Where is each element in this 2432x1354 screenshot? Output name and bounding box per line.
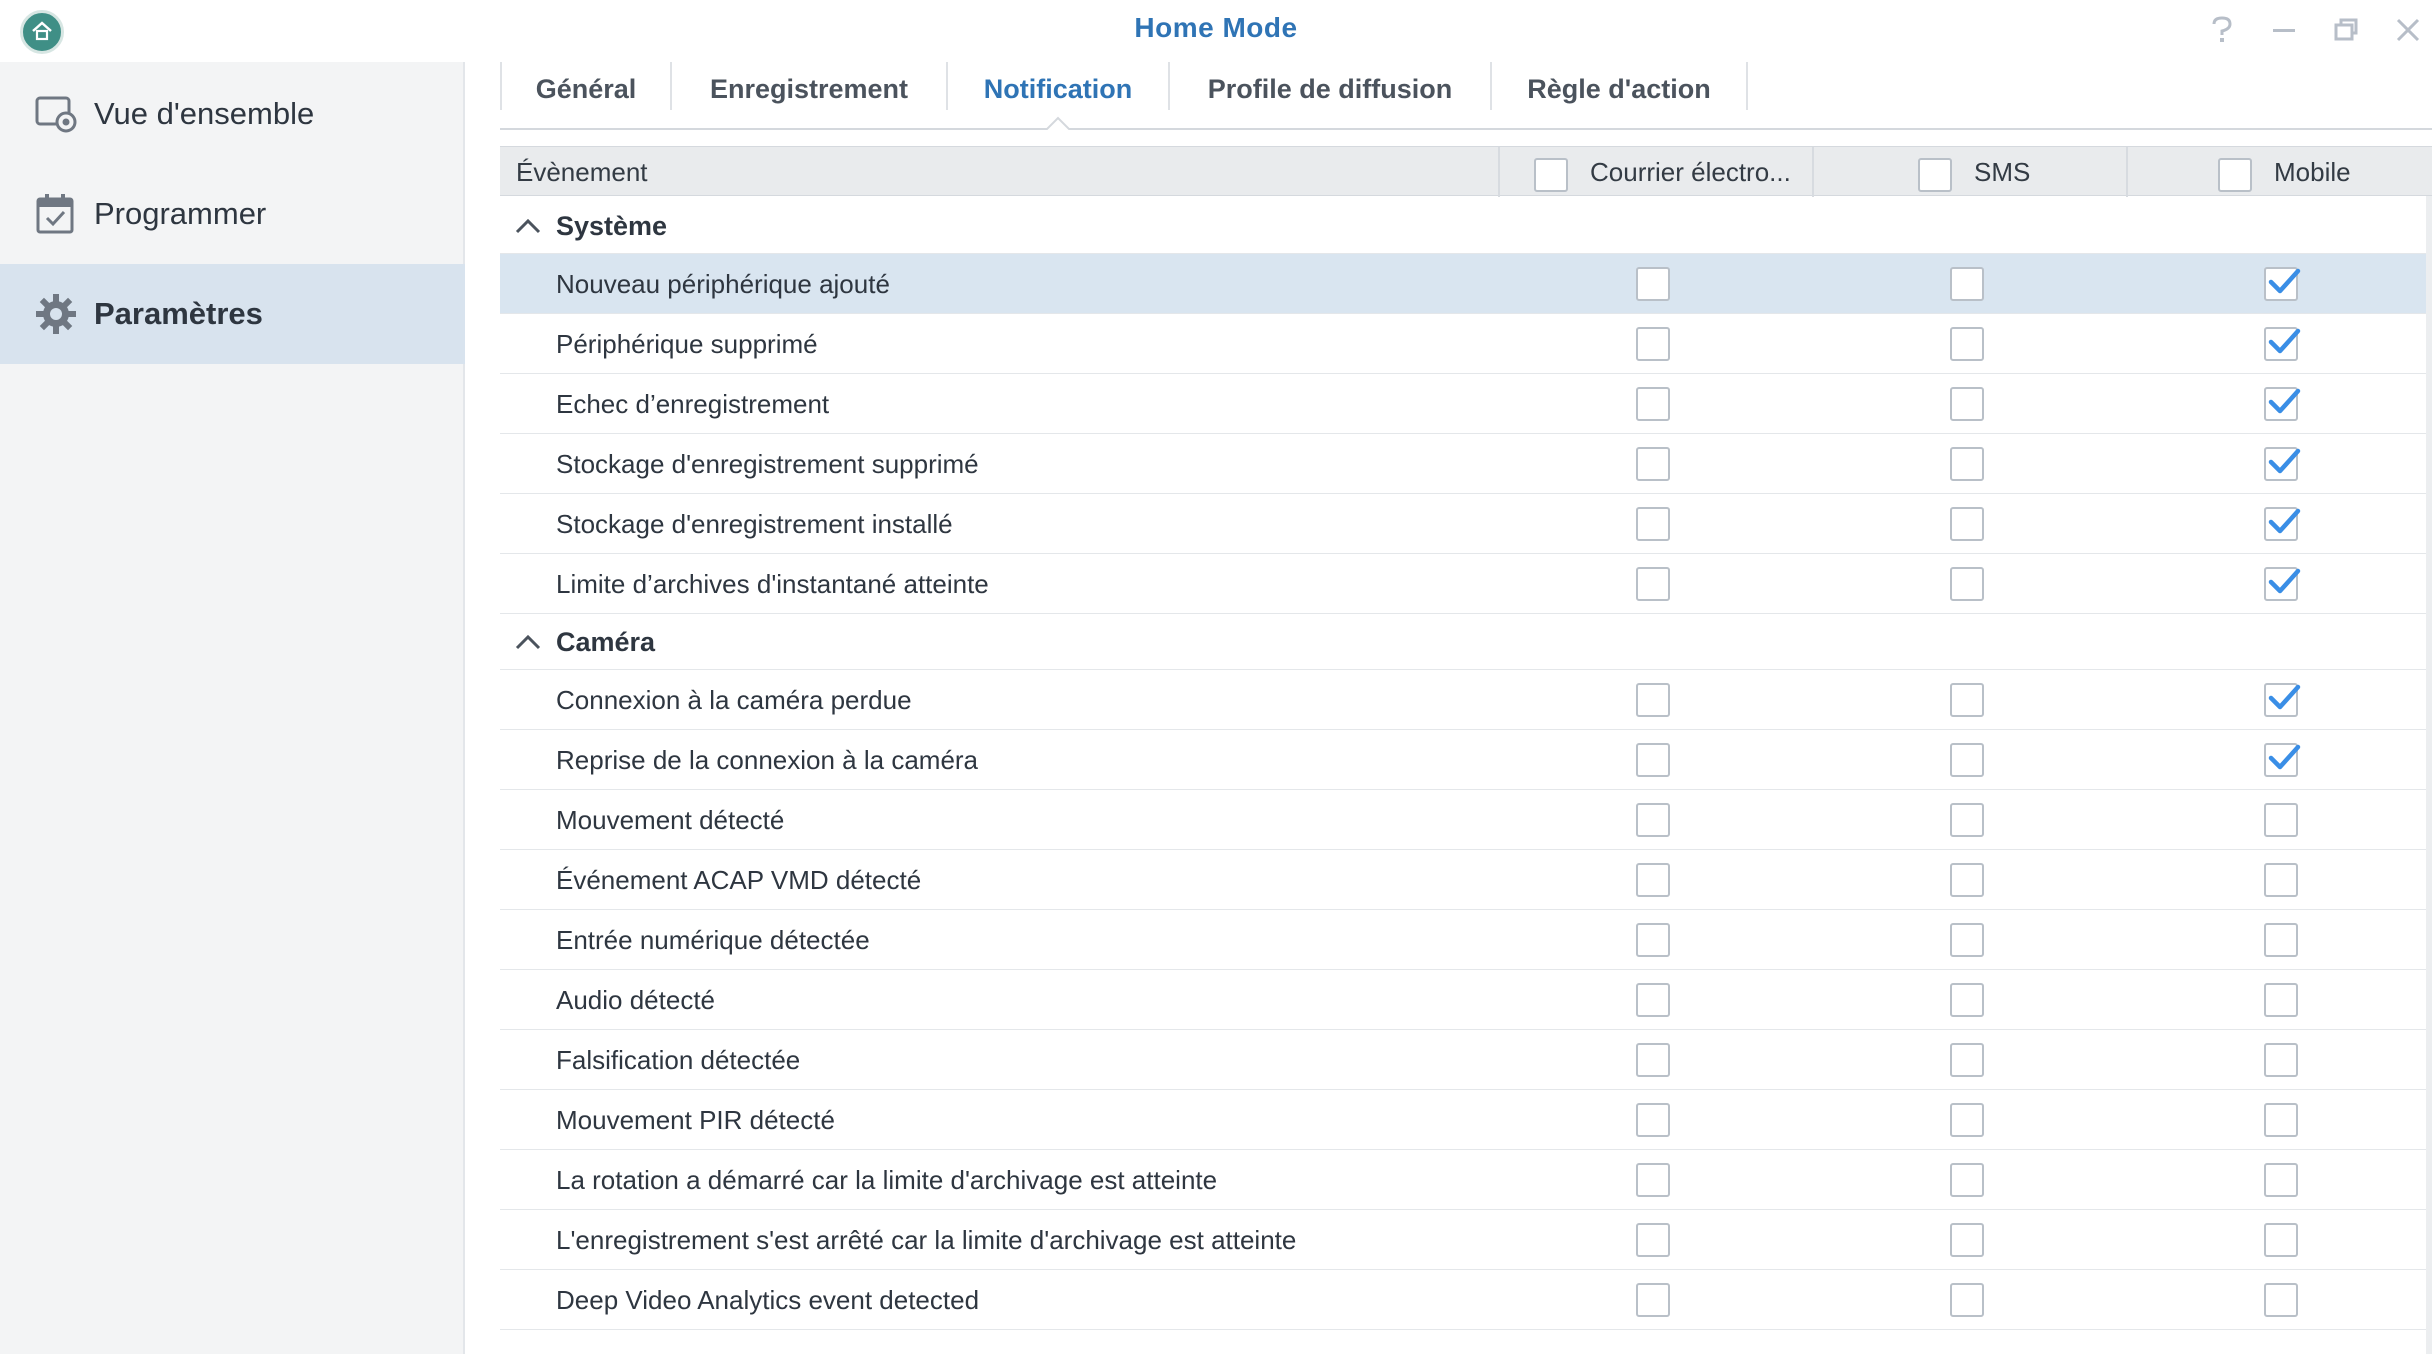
grid-header [500,146,2432,196]
sms-checkbox[interactable] [1950,507,1984,541]
event-label: Événement ACAP VMD détecté [556,865,922,895]
sidebar-item-overview[interactable] [0,64,465,164]
minimize-icon[interactable] [2264,10,2304,50]
sidebar-item-label: Programmer [94,196,267,231]
sms-checkbox[interactable] [1950,983,1984,1017]
mobile-checkbox[interactable] [2264,1163,2298,1197]
event-label: Audio détecté [556,985,716,1015]
group-header-row[interactable] [500,198,2432,254]
sms-checkbox[interactable] [1950,1163,1984,1197]
notification-grid [500,146,2432,1354]
sms-checkbox[interactable] [1950,327,1984,361]
email-checkbox[interactable] [1636,1223,1670,1257]
event-label: Echec d’enregistrement [556,389,830,419]
column-separator [2126,147,2128,197]
sms-checkbox[interactable] [1950,1283,1984,1317]
select-all-email-checkbox[interactable] [1534,158,1568,192]
tab-bar [500,62,2432,130]
tab-recording[interactable]: Enregistrement [709,74,909,104]
table-row[interactable] [500,850,2432,910]
email-checkbox[interactable] [1636,983,1670,1017]
mobile-checkbox[interactable] [2264,447,2298,481]
sidebar-item-schedule[interactable] [0,164,465,264]
email-checkbox[interactable] [1636,387,1670,421]
column-header-email[interactable]: Courrier électro... [1590,157,1791,187]
event-label: Connexion à la caméra perdue [556,685,912,715]
event-label: Reprise de la connexion à la caméra [556,745,979,775]
event-label: Deep Video Analytics event detected [556,1285,980,1315]
title-bar [0,0,2432,62]
table-row[interactable] [500,790,2432,850]
sms-checkbox[interactable] [1950,1043,1984,1077]
event-label: L'enregistrement s'est arrêté car la limite d'archivage est atteinte [556,1225,1297,1255]
column-separator [1498,147,1500,197]
table-row[interactable] [500,254,2432,314]
tab-streaming-profile[interactable]: Profile de diffusion [1207,74,1453,104]
sidebar-item-label: Vue d'ensemble [94,96,315,131]
column-header-mobile[interactable]: Mobile [2274,157,2351,187]
email-checkbox[interactable] [1636,1163,1670,1197]
mobile-checkbox[interactable] [2264,267,2298,301]
event-label: Périphérique supprimé [556,329,818,359]
event-label: La rotation a démarré car la limite d'archivage est atteinte [556,1165,1218,1195]
sms-checkbox[interactable] [1950,447,1984,481]
event-label: Mouvement détecté [556,805,785,835]
group-label: Système [556,211,668,241]
window-title: Home Mode [1134,12,1298,43]
chevron-up-icon[interactable] [514,632,542,652]
sms-checkbox[interactable] [1950,743,1984,777]
email-checkbox[interactable] [1636,327,1670,361]
calendar-icon [34,192,78,236]
column-header-sms[interactable]: SMS [1974,157,2031,187]
mobile-checkbox[interactable] [2264,923,2298,957]
event-label: Stockage d'enregistrement installé [556,509,953,539]
email-checkbox[interactable] [1636,1283,1670,1317]
active-tab-caret [1046,116,1070,130]
sms-checkbox[interactable] [1950,683,1984,717]
mobile-checkbox[interactable] [2264,1223,2298,1257]
email-checkbox[interactable] [1636,1103,1670,1137]
sms-checkbox[interactable] [1950,267,1984,301]
select-all-sms-checkbox[interactable] [1918,158,1952,192]
restore-icon[interactable] [2326,10,2366,50]
mobile-checkbox[interactable] [2264,683,2298,717]
overview-icon [34,92,78,136]
table-row[interactable] [500,670,2432,730]
email-checkbox[interactable] [1636,803,1670,837]
sms-checkbox[interactable] [1950,923,1984,957]
mobile-checkbox[interactable] [2264,507,2298,541]
sidebar [0,62,465,1354]
email-checkbox[interactable] [1636,863,1670,897]
mobile-checkbox[interactable] [2264,1043,2298,1077]
email-checkbox[interactable] [1636,743,1670,777]
mobile-checkbox[interactable] [2264,567,2298,601]
table-row[interactable] [500,1270,2432,1330]
email-checkbox[interactable] [1636,267,1670,301]
sidebar-item-settings[interactable] [0,264,465,364]
event-label: Stockage d'enregistrement supprimé [556,449,979,479]
mobile-checkbox[interactable] [2264,1103,2298,1137]
event-label: Limite d’archives d'instantané atteinte [556,569,989,599]
sms-checkbox[interactable] [1950,1103,1984,1137]
mobile-checkbox[interactable] [2264,863,2298,897]
email-checkbox[interactable] [1636,507,1670,541]
sms-checkbox[interactable] [1950,567,1984,601]
mobile-checkbox[interactable] [2264,983,2298,1017]
email-checkbox[interactable] [1636,1043,1670,1077]
group-header-row[interactable] [500,614,2432,670]
help-icon[interactable] [2202,10,2242,50]
table-row[interactable] [500,434,2432,494]
table-row[interactable] [500,1030,2432,1090]
sms-checkbox[interactable] [1950,387,1984,421]
grid-scrollbar[interactable] [2426,196,2432,1354]
email-checkbox[interactable] [1636,683,1670,717]
table-row[interactable] [500,730,2432,790]
event-label: Falsification détectée [556,1045,801,1075]
tab-general[interactable]: Général [535,74,637,104]
mobile-checkbox[interactable] [2264,803,2298,837]
event-label: Entrée numérique détectée [556,925,870,955]
select-all-mobile-checkbox[interactable] [2218,158,2252,192]
sms-checkbox[interactable] [1950,803,1984,837]
email-checkbox[interactable] [1636,923,1670,957]
chevron-up-icon[interactable] [514,216,542,236]
mobile-checkbox[interactable] [2264,743,2298,777]
table-row[interactable] [500,374,2432,434]
table-row[interactable] [500,554,2432,614]
mobile-checkbox[interactable] [2264,1283,2298,1317]
table-row[interactable] [500,494,2432,554]
tab-separator [1746,62,1748,110]
sms-checkbox[interactable] [1950,863,1984,897]
sms-checkbox[interactable] [1950,1223,1984,1257]
table-row[interactable] [500,1090,2432,1150]
sidebar-item-label: Paramètres [94,296,263,331]
tab-action-rule[interactable]: Règle d'action [1527,74,1711,104]
column-header-event[interactable]: Évènement [516,157,648,187]
table-row[interactable] [500,1150,2432,1210]
group-label: Caméra [556,627,656,657]
event-label: Mouvement PIR détecté [556,1105,835,1135]
column-separator [1812,147,1814,197]
table-row[interactable] [500,910,2432,970]
email-checkbox[interactable] [1636,447,1670,481]
table-row[interactable] [500,1210,2432,1270]
email-checkbox[interactable] [1636,567,1670,601]
gear-icon [34,292,78,336]
close-icon[interactable] [2388,10,2428,50]
event-label: Nouveau périphérique ajouté [556,269,890,299]
tab-notification[interactable]: Notification [983,74,1133,104]
mobile-checkbox[interactable] [2264,387,2298,421]
table-row[interactable] [500,314,2432,374]
mobile-checkbox[interactable] [2264,327,2298,361]
table-row[interactable] [500,970,2432,1030]
